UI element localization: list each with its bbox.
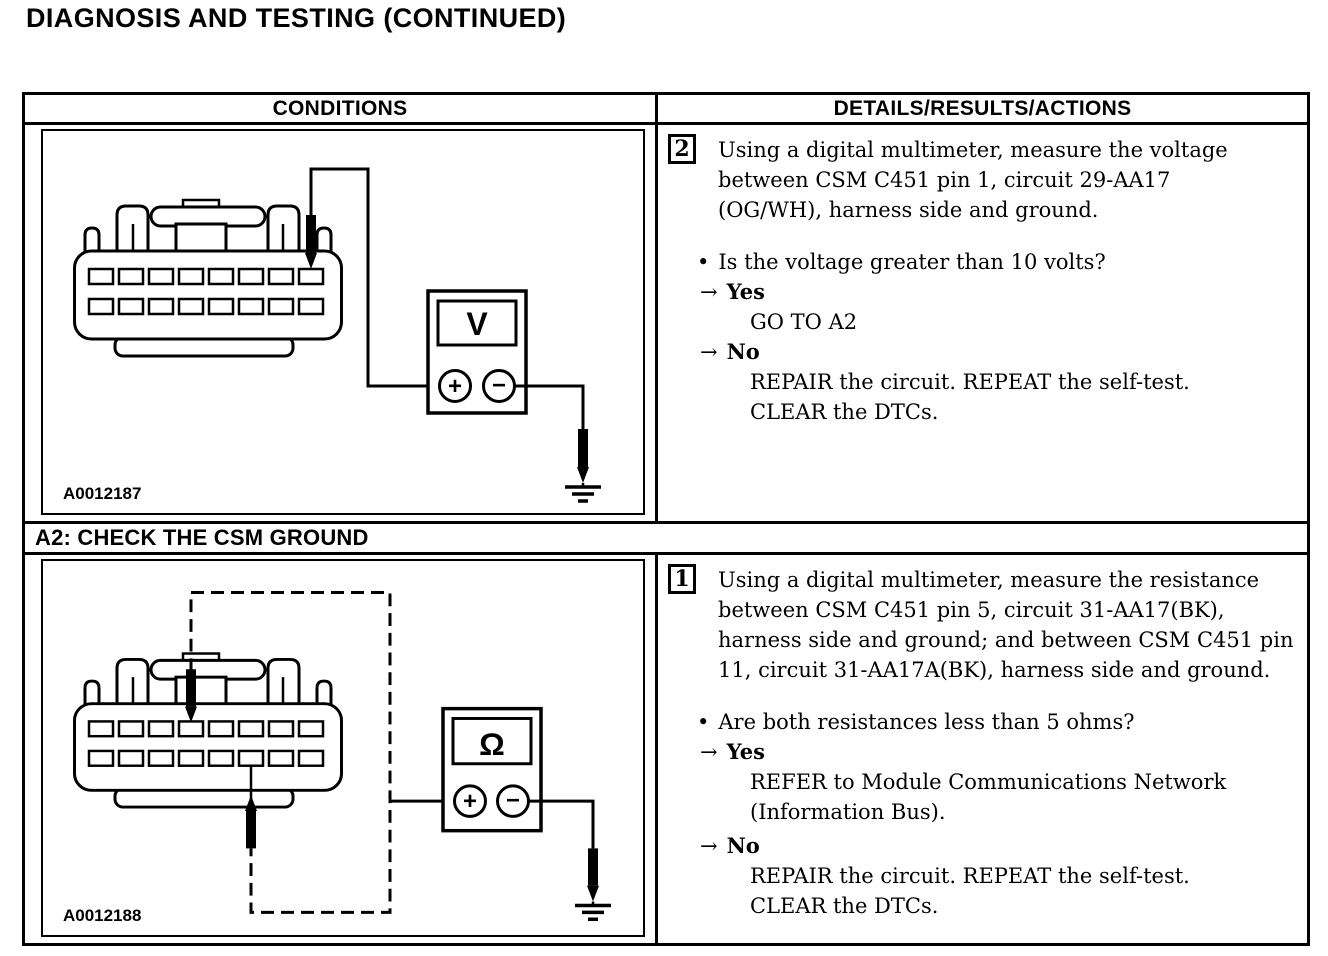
yes-label: Yes [726, 279, 765, 304]
instruction-line: harness side and ground; and between CSM C451 pin [718, 628, 1294, 652]
multimeter-icon [428, 291, 526, 413]
arrow-icon: → [700, 834, 718, 858]
figure-frame-2 [41, 559, 645, 937]
ground-icon [565, 487, 601, 501]
action-line: REPAIR the circuit. REPEAT the self-test. [750, 864, 1190, 888]
arrow-icon: → [700, 280, 718, 304]
question-line [697, 247, 1299, 277]
action-line: CLEAR the DTCs. [750, 894, 939, 918]
page-title: DIAGNOSIS AND TESTING (CONTINUED) [26, 3, 567, 33]
conditions-header: CONDITIONS [25, 95, 658, 125]
no-branch-line [700, 831, 1299, 861]
minus-icon: − [491, 372, 507, 399]
action-line: GO TO A2 [750, 310, 858, 334]
no-label: No [726, 833, 760, 858]
yes-branch-line [700, 737, 1299, 767]
meter-display-label: Ω [479, 726, 505, 762]
plus-icon: + [462, 788, 478, 815]
arrow-icon: → [700, 340, 718, 364]
minus-icon: − [505, 787, 521, 814]
details-cell-2 [658, 555, 1307, 943]
conditions-cell-1 [25, 125, 658, 521]
action-line: (Information Bus). [750, 800, 946, 824]
instruction-line: Using a digital multimeter, measure the voltage [718, 138, 1228, 162]
circuit-diagram-resistance-test [43, 561, 643, 935]
section-header-a2: A2: CHECK THE CSM GROUND [25, 521, 1307, 555]
figure-frame-1 [41, 129, 645, 515]
ground-probe-icon [577, 429, 589, 483]
diagnosis-table [22, 92, 1310, 946]
figure-id: A0012188 [63, 906, 142, 926]
ground-icon [575, 905, 611, 919]
bullet-icon: • [697, 710, 710, 734]
instruction-line: 11, circuit 31-AA17A(BK), harness side and ground. [718, 658, 1271, 682]
instruction-line: (OG/WH), harness side and ground. [718, 198, 1099, 222]
instruction-line: between CSM C451 pin 5, circuit 31-AA17(BK), [718, 598, 1225, 622]
conditions-cell-2 [25, 555, 658, 943]
step-number-badge: 2 [668, 134, 696, 164]
figure-id: A0012187 [63, 484, 142, 503]
meter-display-label: V [466, 306, 488, 342]
no-branch-line [700, 337, 1299, 367]
details-header: DETAILS/RESULTS/ACTIONS [658, 95, 1307, 125]
plus-icon: + [447, 373, 463, 400]
arrow-icon: → [700, 740, 718, 764]
action-line: REPAIR the circuit. REPEAT the self-test. [750, 370, 1190, 394]
instruction-line: between CSM C451 pin 1, circuit 29-AA17 [718, 168, 1171, 192]
question-line [697, 707, 1299, 737]
bullet-icon: • [697, 250, 710, 274]
circuit-diagram-voltage-test [43, 131, 643, 513]
action-line: CLEAR the DTCs. [750, 400, 939, 424]
question-text: Are both resistances less than 5 ohms? [718, 710, 1135, 734]
no-label: No [726, 339, 760, 364]
multimeter-icon [443, 709, 541, 831]
details-cell-1 [658, 125, 1307, 521]
yes-branch-line [700, 277, 1299, 307]
question-text: Is the voltage greater than 10 volts? [718, 250, 1106, 274]
instruction-line: Using a digital multimeter, measure the resistance [718, 568, 1260, 592]
step-number-badge: 1 [668, 564, 696, 594]
yes-label: Yes [726, 739, 765, 764]
action-line: REFER to Module Communications Network [750, 770, 1227, 794]
ground-probe-icon [587, 848, 599, 901]
